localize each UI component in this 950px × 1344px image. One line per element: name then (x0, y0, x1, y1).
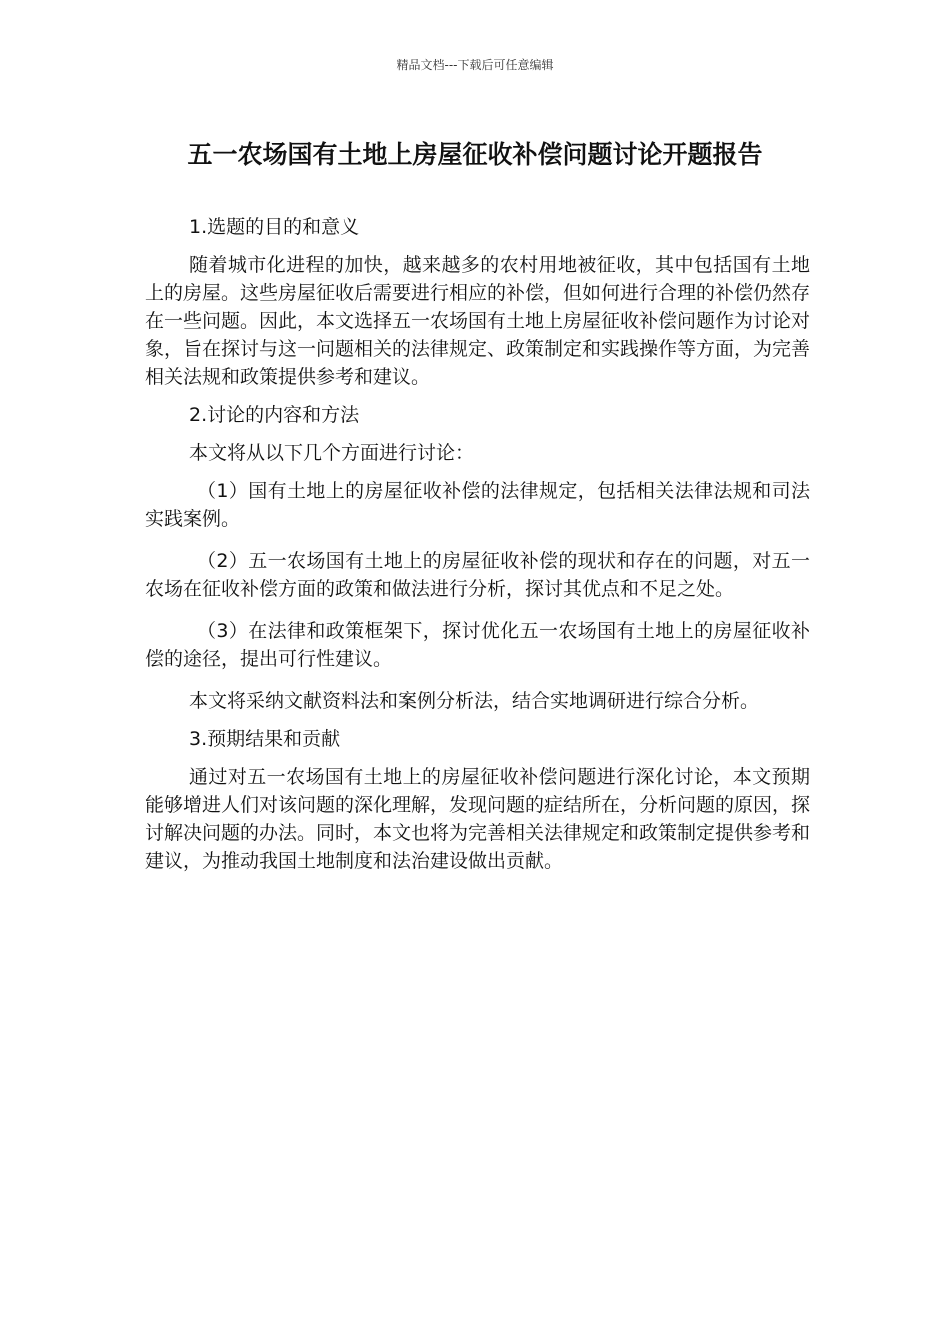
section-1-paragraph: 随着城市化进程的加快，越来越多的农村用地被征收，其中包括国有土地上的房屋。这些房屋征收后需要进行相应的补偿，但如何进行合理的补偿仍然存在一些问题。因此，本文选择五一农场国有土地上房屋征收补偿问题作为讨论对象，旨在探讨与这一问题相关的法律规定、政策制定和实践操作等方面，为完善相关法规和政策提供参考和建议。 (145, 254, 811, 388)
section-2-item-3: （3）在法律和政策框架下，探讨优化五一农场国有土地上的房屋征收补偿的途径，提出可行性建议。 (145, 620, 810, 670)
document-title: 五一农场国有土地上房屋征收补偿问题讨论开题报告 (187, 140, 763, 169)
section-3-paragraph: 通过对五一农场国有土地上的房屋征收补偿问题进行深化讨论，本文预期能够增进人们对该问题的深化理解，发现问题的症结所在，分析问题的原因，探讨解决问题的办法。同时，本文也将为完善相关法律规定和政策制定提供参考和建议，为推动我国土地制度和法治建设做出贡献。 (145, 766, 811, 872)
section-2-item-1: （1）国有土地上的房屋征收补偿的法律规定，包括相关法律法规和司法实践案例。 (145, 480, 810, 530)
section-2-intro: 本文将从以下几个方面进行讨论： (189, 442, 475, 464)
section-2-heading: 2.讨论的内容和方法 (189, 404, 360, 426)
section-2-method: 本文将采纳文献资料法和案例分析法，结合实地调研进行综合分析。 (189, 690, 760, 712)
section-2-item-2: （2）五一农场国有土地上的房屋征收补偿的现状和存在的问题，对五一农场在征收补偿方面的政策和做法进行分析，探讨其优点和不足之处。 (145, 550, 810, 600)
section-1-heading: 1.选题的目的和意义 (189, 216, 360, 238)
page-header: 精品文档---下载后可任意编辑 (396, 58, 554, 72)
document-body (145, 213, 810, 885)
section-3-heading: 3.预期结果和贡献 (189, 728, 341, 750)
